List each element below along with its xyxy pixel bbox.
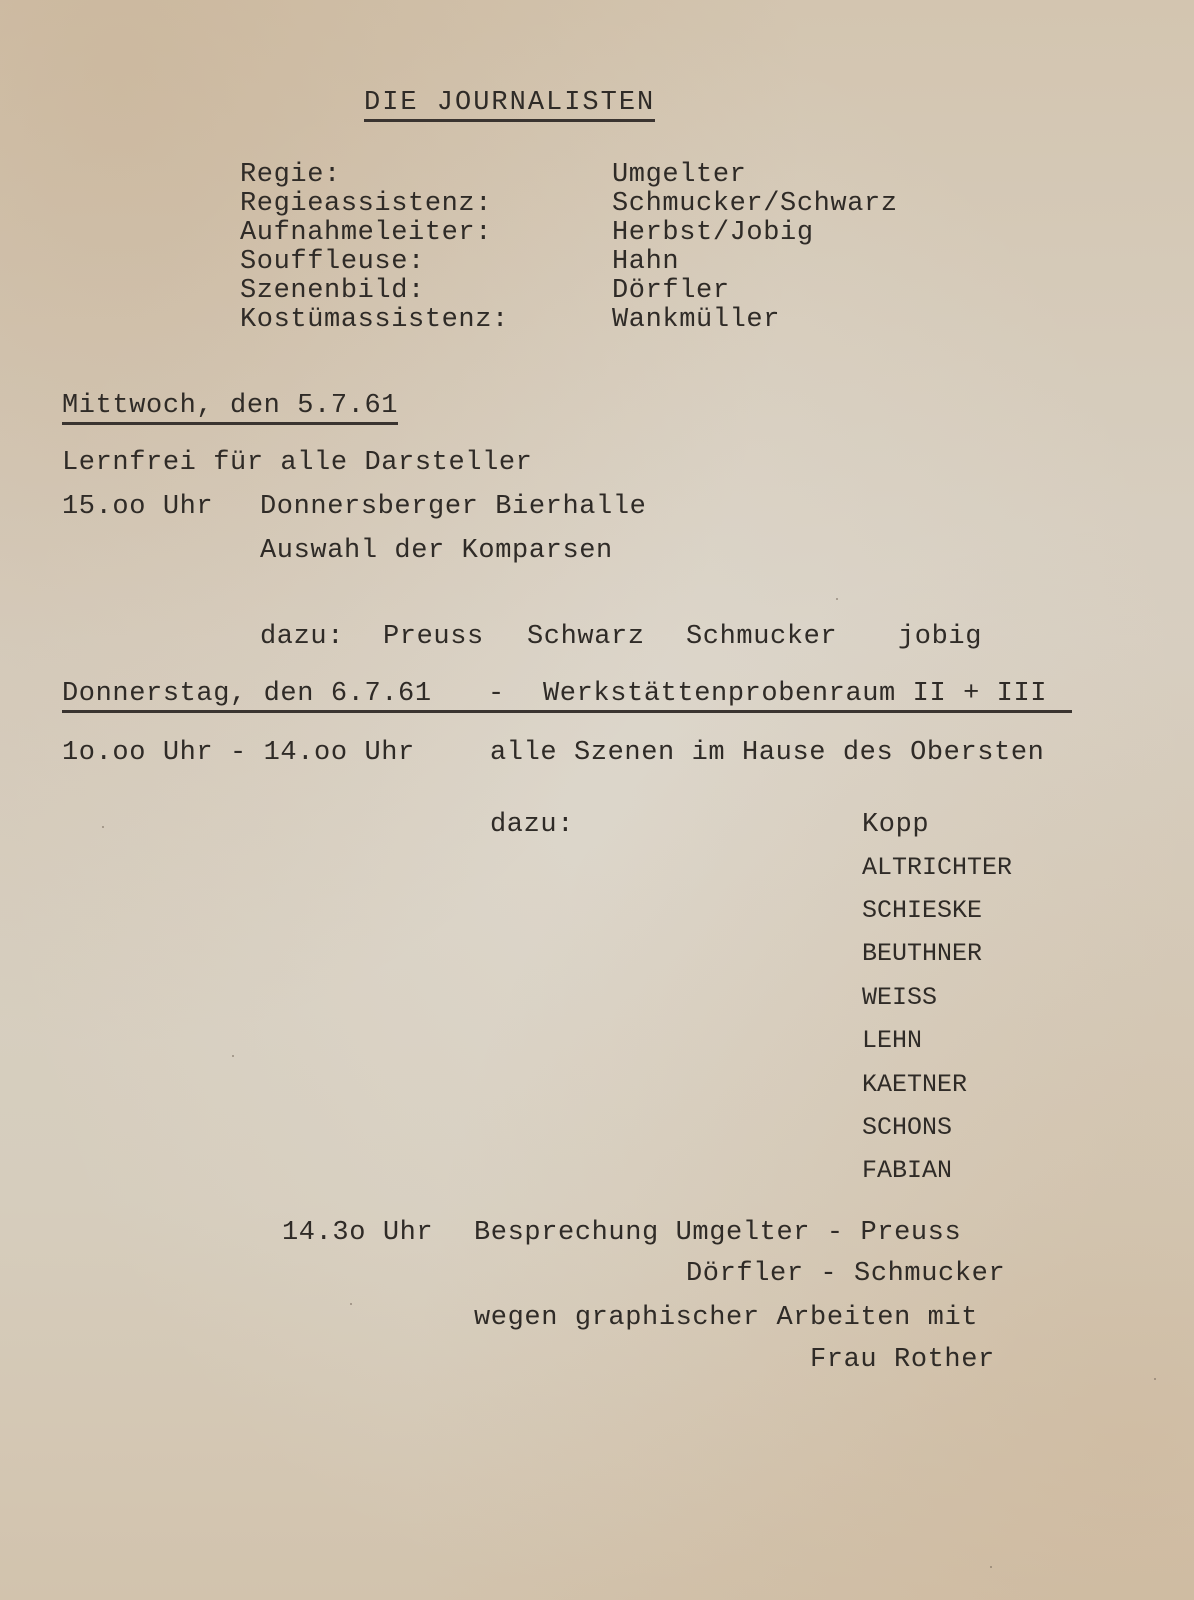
cast-member: FABIAN — [862, 1156, 953, 1185]
day2-separator: - — [488, 679, 505, 709]
cast-member: BEUTHNER — [862, 939, 983, 968]
cast-member: KAETNER — [862, 1070, 968, 1099]
day1-time: 15.oo Uhr — [62, 492, 214, 522]
day1-attendee: jobig — [898, 622, 983, 652]
day1-attendee: Preuss — [383, 622, 484, 652]
meeting-line: wegen graphischer Arbeiten mit — [474, 1303, 979, 1333]
credit-role: Regieassistenz: — [240, 189, 493, 219]
cast-member: SCHONS — [862, 1113, 953, 1142]
day1-attendee: Schwarz — [527, 622, 645, 652]
cast-member: ALTRICHTER — [862, 853, 1013, 882]
meeting-line: Dörfler - Schmucker — [686, 1259, 1006, 1289]
day1-dazu-label: dazu: — [260, 622, 345, 652]
cast-member: SCHIESKE — [862, 896, 983, 925]
credit-name: Herbst/Jobig — [612, 218, 814, 248]
day2-activity: alle Szenen im Hause des Obersten — [490, 738, 1045, 768]
cast-member: Kopp — [862, 810, 930, 840]
paper-speck — [232, 1055, 234, 1057]
paper-speck — [990, 1566, 992, 1568]
day1-location: Donnersberger Bierhalle — [260, 492, 647, 522]
day2-time-range: 1o.oo Uhr - 14.oo Uhr — [62, 738, 415, 768]
paper-speck — [102, 826, 104, 828]
credit-name: Wankmüller — [612, 305, 781, 335]
day1-activity: Auswahl der Komparsen — [260, 536, 613, 566]
credit-role: Aufnahmeleiter: — [240, 218, 493, 248]
credit-name: Dörfler — [612, 276, 730, 306]
day1-attendee: Schmucker — [686, 622, 838, 652]
credit-name: Umgelter — [612, 160, 747, 190]
document-title: DIE JOURNALISTEN — [364, 88, 655, 122]
day2-location: Werkstättenprobenraum II + III — [543, 679, 1048, 709]
credit-name: Schmucker/Schwarz — [612, 189, 898, 219]
meeting-time: 14.3o Uhr — [282, 1218, 434, 1248]
paper-speck — [350, 1303, 352, 1305]
meeting-line: Besprechung Umgelter - Preuss — [474, 1218, 962, 1248]
credit-role: Szenenbild: — [240, 276, 425, 306]
credit-role: Kostümassistenz: — [240, 305, 509, 335]
cast-member: LEHN — [862, 1026, 923, 1055]
credit-role: Souffleuse: — [240, 247, 425, 277]
credit-role: Regie: — [240, 160, 341, 190]
paper-speck — [836, 598, 838, 600]
day1-heading: Mittwoch, den 5.7.61 — [62, 391, 398, 425]
day1-note: Lernfrei für alle Darsteller — [62, 448, 533, 478]
day2-dazu-label: dazu: — [490, 810, 575, 840]
paper-speck — [1154, 1378, 1156, 1380]
credit-name: Hahn — [612, 247, 680, 277]
cast-member: WEISS — [862, 983, 938, 1012]
meeting-line: Frau Rother — [810, 1345, 995, 1375]
day2-heading: Donnerstag, den 6.7.61 — [62, 679, 432, 709]
